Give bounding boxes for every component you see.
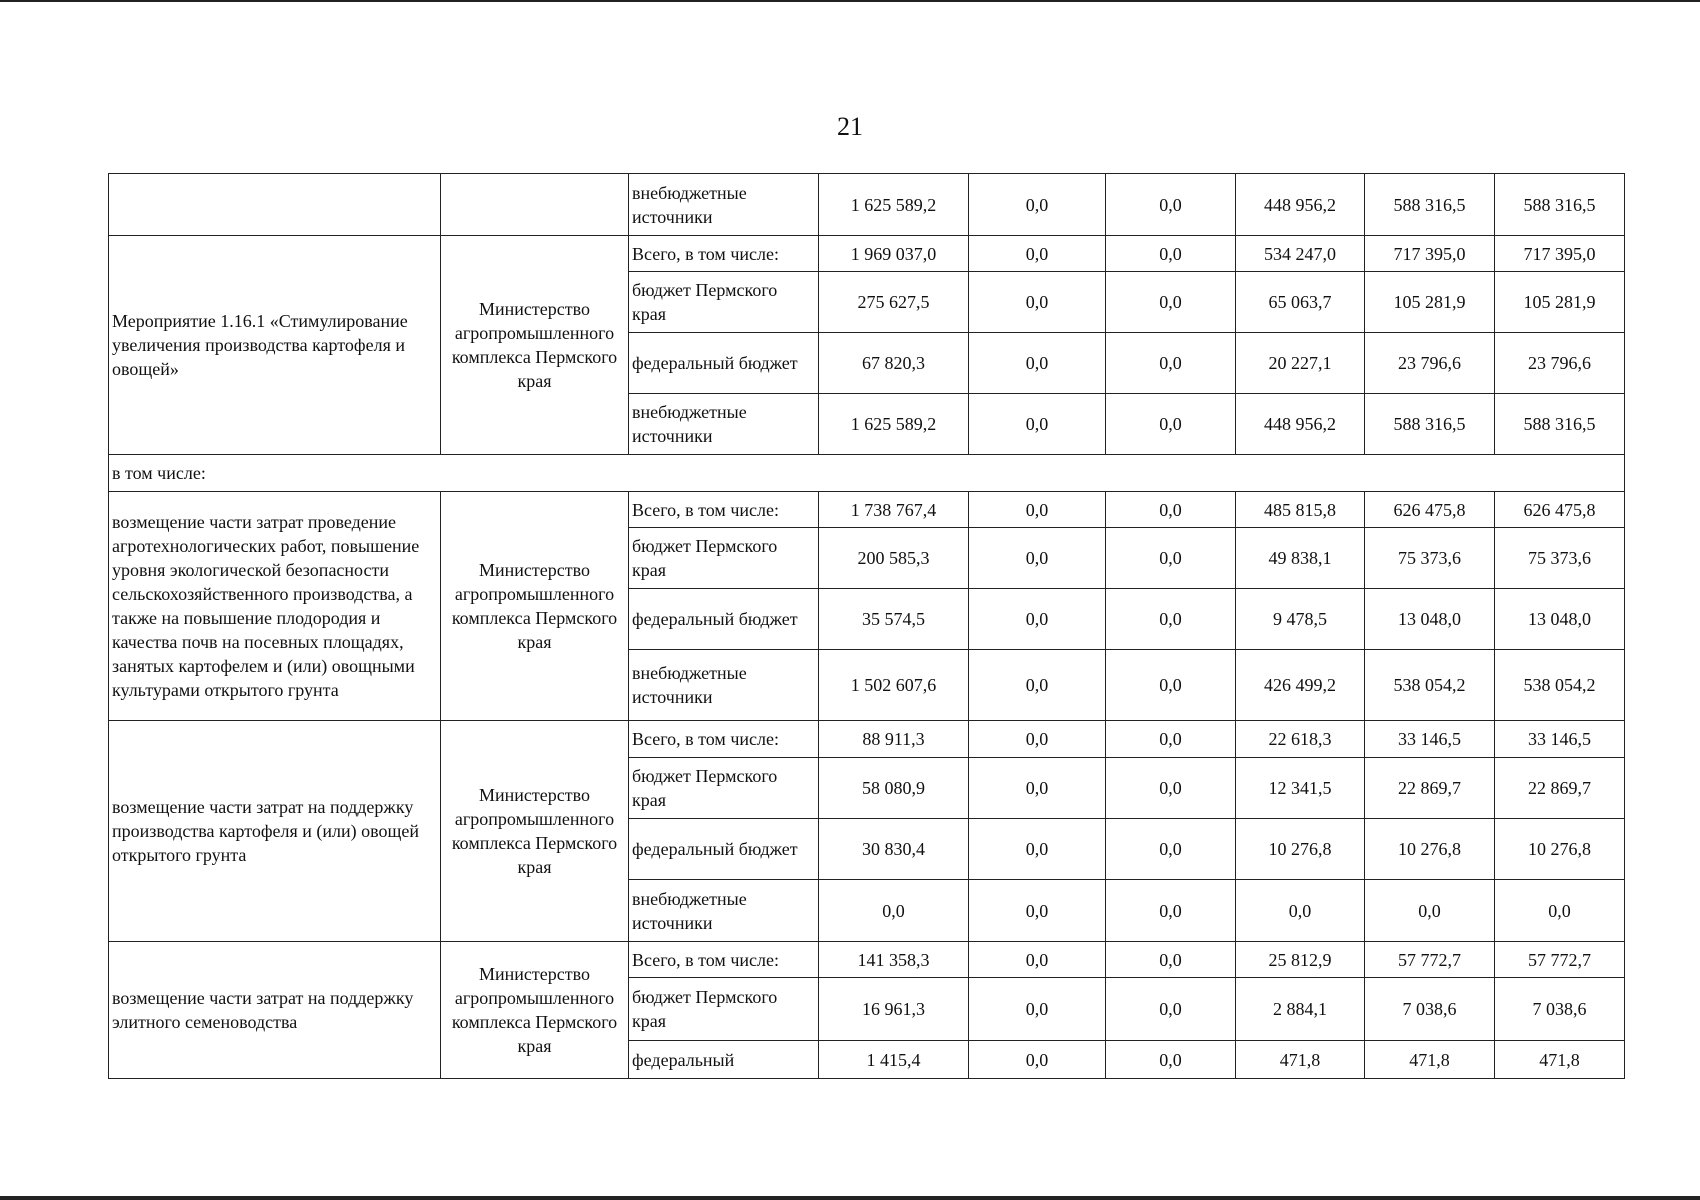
value-year-1: 0,0 — [969, 819, 1106, 880]
value-year-4: 471,8 — [1365, 1041, 1495, 1079]
table-row — [109, 492, 1625, 528]
value-year-2: 0,0 — [1106, 978, 1236, 1041]
value-total: 30 830,4 — [819, 819, 969, 880]
value-year-4: 0,0 — [1365, 880, 1495, 942]
value-year-5: 57 772,7 — [1495, 942, 1625, 978]
value-year-3: 9 478,5 — [1236, 589, 1365, 650]
value-year-1: 0,0 — [969, 589, 1106, 650]
value-year-1: 0,0 — [969, 978, 1106, 1041]
value-year-1: 0,0 — [969, 758, 1106, 819]
value-year-5: 33 146,5 — [1495, 721, 1625, 758]
value-total: 35 574,5 — [819, 589, 969, 650]
value-year-2: 0,0 — [1106, 819, 1236, 880]
value-year-2: 0,0 — [1106, 1041, 1236, 1079]
budget-table — [108, 173, 1625, 1079]
value-year-4: 626 475,8 — [1365, 492, 1495, 528]
value-total: 1 502 607,6 — [819, 650, 969, 721]
value-year-1: 0,0 — [969, 333, 1106, 394]
value-year-5: 13 048,0 — [1495, 589, 1625, 650]
value-year-2: 0,0 — [1106, 528, 1236, 589]
value-year-4: 23 796,6 — [1365, 333, 1495, 394]
page-number: 21 — [837, 112, 863, 141]
table-row — [109, 455, 1625, 492]
value-total: 88 911,3 — [819, 721, 969, 758]
value-total: 1 738 767,4 — [819, 492, 969, 528]
value-year-2: 0,0 — [1106, 942, 1236, 978]
value-year-3: 49 838,1 — [1236, 528, 1365, 589]
funding-source: бюджет Пермского края — [629, 272, 819, 333]
value-year-3: 485 815,8 — [1236, 492, 1365, 528]
value-year-2: 0,0 — [1106, 758, 1236, 819]
value-total: 275 627,5 — [819, 272, 969, 333]
executor-name: Министерство агропромышленного комплекса Пермского края — [441, 721, 629, 942]
value-year-4: 13 048,0 — [1365, 589, 1495, 650]
funding-source: Всего, в том числе: — [629, 236, 819, 272]
funding-source: бюджет Пермского края — [629, 528, 819, 589]
value-year-2: 0,0 — [1106, 880, 1236, 942]
value-year-1: 0,0 — [969, 272, 1106, 333]
funding-source: федеральный бюджет — [629, 819, 819, 880]
value-year-5: 23 796,6 — [1495, 333, 1625, 394]
value-year-5: 75 373,6 — [1495, 528, 1625, 589]
value-total: 16 961,3 — [819, 978, 969, 1041]
value-year-5: 7 038,6 — [1495, 978, 1625, 1041]
value-total: 0,0 — [819, 880, 969, 942]
value-year-5: 0,0 — [1495, 880, 1625, 942]
executor-name: Министерство агропромышленного комплекса Пермского края — [441, 236, 629, 455]
value-year-3: 448 956,2 — [1236, 174, 1365, 236]
funding-source: внебюджетные источники — [629, 394, 819, 455]
funding-source: федеральный — [629, 1041, 819, 1079]
executor-name: Министерство агропромышленного комплекса Пермского края — [441, 942, 629, 1079]
value-year-1: 0,0 — [969, 650, 1106, 721]
table-row — [109, 942, 1625, 978]
value-year-2: 0,0 — [1106, 721, 1236, 758]
value-year-4: 105 281,9 — [1365, 272, 1495, 333]
value-year-5: 22 869,7 — [1495, 758, 1625, 819]
value-year-1: 0,0 — [969, 394, 1106, 455]
value-year-5: 471,8 — [1495, 1041, 1625, 1079]
value-year-3: 0,0 — [1236, 880, 1365, 942]
value-year-1: 0,0 — [969, 880, 1106, 942]
value-year-2: 0,0 — [1106, 333, 1236, 394]
value-year-3: 448 956,2 — [1236, 394, 1365, 455]
value-total: 67 820,3 — [819, 333, 969, 394]
value-year-2: 0,0 — [1106, 650, 1236, 721]
value-total: 141 358,3 — [819, 942, 969, 978]
value-total: 200 585,3 — [819, 528, 969, 589]
event-name: возмещение части затрат проведение агротехнологических работ, повышение уровня экологической безопасности сельскохозяйственного производства, а также на повышение плодородия и качества почв на посевных площадях, занятых картофелем и (или) овощными культурами открытого грунта — [109, 492, 441, 721]
value-year-1: 0,0 — [969, 1041, 1106, 1079]
value-total: 1 625 589,2 — [819, 394, 969, 455]
value-year-5: 717 395,0 — [1495, 236, 1625, 272]
value-year-4: 7 038,6 — [1365, 978, 1495, 1041]
value-year-1: 0,0 — [969, 174, 1106, 236]
value-year-5: 105 281,9 — [1495, 272, 1625, 333]
value-year-3: 10 276,8 — [1236, 819, 1365, 880]
value-year-3: 426 499,2 — [1236, 650, 1365, 721]
value-year-3: 22 618,3 — [1236, 721, 1365, 758]
value-year-1: 0,0 — [969, 942, 1106, 978]
value-year-4: 22 869,7 — [1365, 758, 1495, 819]
value-year-4: 75 373,6 — [1365, 528, 1495, 589]
value-year-4: 588 316,5 — [1365, 394, 1495, 455]
value-year-4: 10 276,8 — [1365, 819, 1495, 880]
table-row — [109, 721, 1625, 758]
funding-source: федеральный бюджет — [629, 589, 819, 650]
value-year-5: 588 316,5 — [1495, 394, 1625, 455]
value-year-2: 0,0 — [1106, 272, 1236, 333]
value-year-4: 717 395,0 — [1365, 236, 1495, 272]
funding-source: Всего, в том числе: — [629, 942, 819, 978]
value-year-2: 0,0 — [1106, 236, 1236, 272]
value-year-1: 0,0 — [969, 492, 1106, 528]
event-cell — [109, 174, 441, 236]
funding-source: внебюджетные источники — [629, 880, 819, 942]
value-year-4: 33 146,5 — [1365, 721, 1495, 758]
event-name: Мероприятие 1.16.1 «Стимулирование увеличения производства картофеля и овощей» — [109, 236, 441, 455]
value-year-2: 0,0 — [1106, 492, 1236, 528]
funding-source: Всего, в том числе: — [629, 492, 819, 528]
value-year-3: 20 227,1 — [1236, 333, 1365, 394]
funding-source: внебюджетные источники — [629, 174, 819, 236]
value-year-5: 538 054,2 — [1495, 650, 1625, 721]
executor-name: Министерство агропромышленного комплекса Пермского края — [441, 492, 629, 721]
value-year-3: 25 812,9 — [1236, 942, 1365, 978]
funding-source: внебюджетные источники — [629, 650, 819, 721]
event-name: возмещение части затрат на поддержку элитного семеноводства — [109, 942, 441, 1079]
value-year-4: 57 772,7 — [1365, 942, 1495, 978]
funding-source: федеральный бюджет — [629, 333, 819, 394]
executor-cell — [441, 174, 629, 236]
value-year-2: 0,0 — [1106, 589, 1236, 650]
value-year-1: 0,0 — [969, 528, 1106, 589]
section-label: в том числе: — [109, 455, 1625, 492]
value-year-1: 0,0 — [969, 721, 1106, 758]
value-year-2: 0,0 — [1106, 174, 1236, 236]
value-year-3: 471,8 — [1236, 1041, 1365, 1079]
value-year-3: 2 884,1 — [1236, 978, 1365, 1041]
scan-bottom-border — [0, 1196, 1700, 1200]
value-total: 1 625 589,2 — [819, 174, 969, 236]
table-row — [109, 174, 1625, 236]
value-year-2: 0,0 — [1106, 394, 1236, 455]
value-total: 58 080,9 — [819, 758, 969, 819]
value-year-3: 65 063,7 — [1236, 272, 1365, 333]
value-year-3: 534 247,0 — [1236, 236, 1365, 272]
value-year-5: 588 316,5 — [1495, 174, 1625, 236]
funding-source: бюджет Пермского края — [629, 978, 819, 1041]
scan-top-border — [0, 0, 1700, 2]
funding-source: Всего, в том числе: — [629, 721, 819, 758]
event-name: возмещение части затрат на поддержку производства картофеля и (или) овощей открытого грунта — [109, 721, 441, 942]
value-total: 1 969 037,0 — [819, 236, 969, 272]
funding-source: бюджет Пермского края — [629, 758, 819, 819]
value-total: 1 415,4 — [819, 1041, 969, 1079]
value-year-1: 0,0 — [969, 236, 1106, 272]
value-year-5: 10 276,8 — [1495, 819, 1625, 880]
value-year-4: 538 054,2 — [1365, 650, 1495, 721]
value-year-5: 626 475,8 — [1495, 492, 1625, 528]
value-year-4: 588 316,5 — [1365, 174, 1495, 236]
value-year-3: 12 341,5 — [1236, 758, 1365, 819]
table-row — [109, 236, 1625, 272]
